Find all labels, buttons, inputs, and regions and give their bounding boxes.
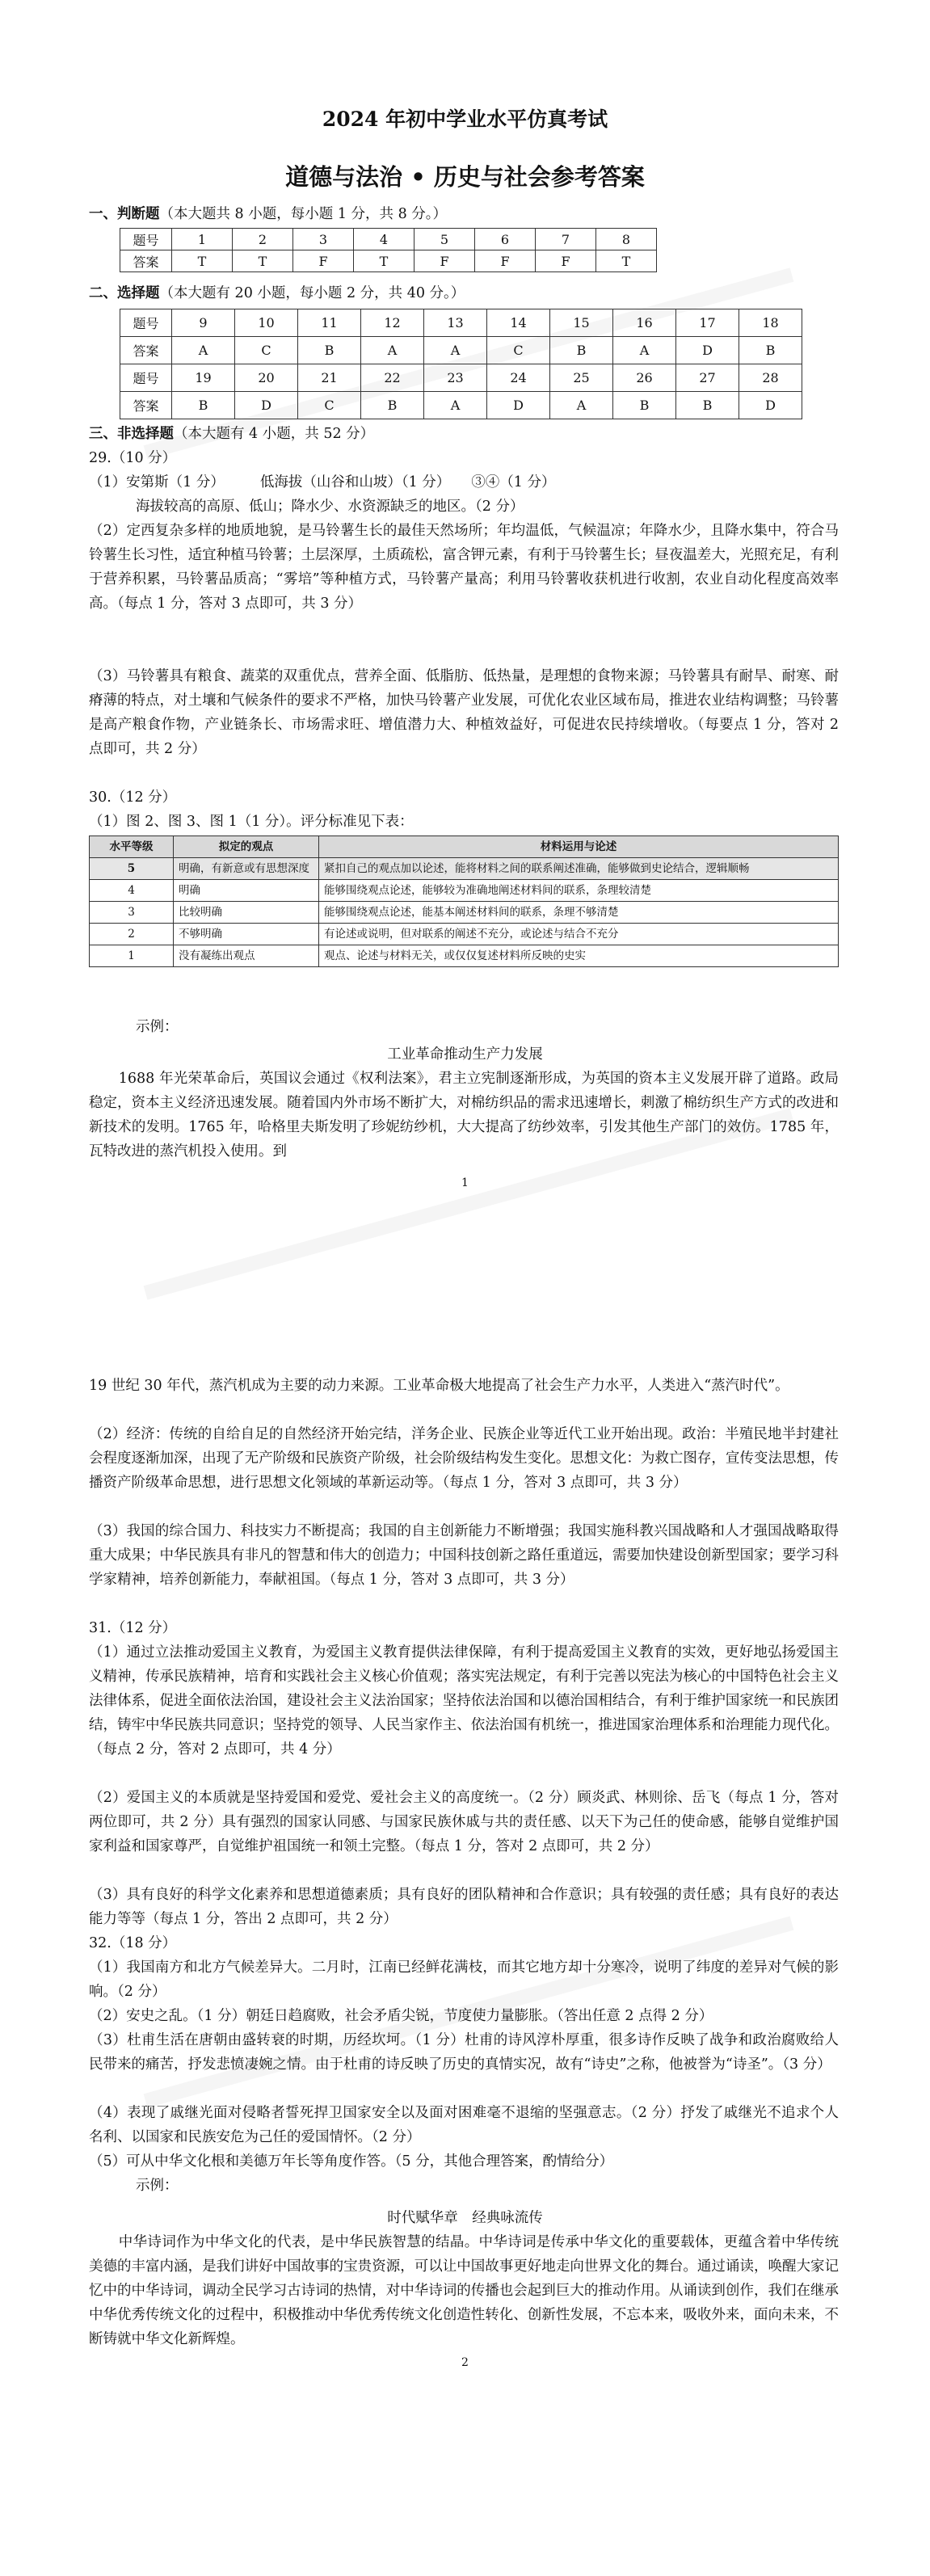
q29-header: 29.（10 分）: [89, 450, 177, 466]
table-cell: 24: [487, 364, 550, 392]
page-number-2: 2: [461, 2356, 469, 2369]
table-cell: B: [361, 392, 424, 419]
rubric-viewpoint-cell: 明确: [174, 880, 319, 902]
section2-heading: 二、选择题: [89, 285, 160, 301]
essay1-title: 工业革命推动生产力发展: [387, 1046, 543, 1063]
table-cell: A: [613, 337, 676, 364]
rubric-level-cell: 1: [90, 945, 174, 967]
table-cell: D: [676, 337, 739, 364]
q32-part5: （5）可从中华文化根和美德万年长等角度作答。（5 分，其他合理答案，酌情给分）: [89, 2153, 614, 2170]
rubric-material-cell: 能够围绕观点论述，能够较为准确地阐述材料间的联系，条理较清楚: [319, 880, 839, 902]
table-cell: 8: [596, 229, 657, 250]
section1-note: （本大题共 8 小题，每小题 1 分，共 8 分。）: [159, 206, 448, 222]
section3-heading: 三、非选择题: [89, 426, 174, 442]
table-cell: B: [550, 337, 613, 364]
table-cell: 22: [361, 364, 424, 392]
q31-part1: （1）通过立法推动爱国主义教育，为爱国主义教育提供法律保障，有利于提高爱国主义教育的实效，更好地弘扬爱国主义精神，传承民族精神，培育和实践社会主义核心价值观；落实宪法规定，有利于完善以宪法为核心的中国特色社会主义法律体系，促进全面依法治国，建设社会主义法治国家；坚持依法治国和以德治国相结合，有利于维护国家统一和民族团结，铸牢中华民族共同意识；坚持党的领导、人民当家作主、依法治国有机统一，推进国家治理体系和治理能力现代化。（每点 2 分，答对 2 点即可，共 4 分）: [89, 1644, 839, 1757]
table-row: [120, 309, 802, 337]
rubric-viewpoint-cell: 不够明确: [174, 924, 319, 945]
table-cell: A: [172, 337, 235, 364]
section1-heading-line: [89, 202, 447, 226]
table-cell: 17: [676, 309, 739, 337]
table-cell: 5: [415, 229, 475, 250]
section3-heading-line: [89, 422, 374, 446]
essay2-paragraph: 中华诗词作为中华文化的代表，是中华民族智慧的结晶。中华诗词是传承中华文化的重要载体，更蕴含着中华传统美德的丰富内涵，是我们讲好中国故事的宝贵资源，可以让中国故事更好地走向世界文化的舞台。通过诵读，唤醒大家记忆中的中华诗词，调动全民学习古诗词的热情，对中华诗词的传播也会起到巨大的推动作用。从诵读到创作，我们在继承中华优秀传统文化的过程中，积极推动中华优秀传统文化创造性转化、创新性发展，不忘本来，吸收外来，面向未来，不断铸就中华文化新辉煌。: [89, 2234, 839, 2347]
table-cell: C: [235, 337, 298, 364]
table-cell: 题号: [120, 229, 172, 250]
q31-header: 31.（12 分）: [89, 1620, 177, 1636]
table-cell: 6: [475, 229, 536, 250]
answer-key-title: 道德与法治 • 历史与社会参考答案: [285, 163, 645, 191]
rubric-level-cell: 4: [90, 880, 174, 902]
table-cell: 题号: [120, 309, 172, 337]
q29-part1-a: （1）安第斯（1 分）: [89, 474, 225, 490]
table-cell: T: [233, 250, 293, 272]
table-cell: 7: [536, 229, 596, 250]
table-cell: 11: [298, 309, 361, 337]
table-row: [120, 392, 802, 419]
rubric-row: [90, 924, 839, 945]
q32-part1: （1）我国南方和北方气候差异大。二月时，江南已经鲜花满枝，而其它地方却十分寒冷，说明了纬度的差异对气候的影响。（2 分）: [89, 1959, 839, 2000]
table-cell: D: [739, 392, 802, 419]
section2-heading-line: [89, 281, 465, 305]
table-cell: 14: [487, 309, 550, 337]
q31-part3: （3）具有良好的科学文化素养和思想道德素质；具有良好的团队精神和合作意识；具有较强的责任感；具有良好的表达能力等等（每点 1 分，答出 2 点即可，共 2 分）: [89, 1887, 839, 1927]
table-cell: D: [235, 392, 298, 419]
table-cell: C: [487, 337, 550, 364]
rubric-viewpoint-cell: 没有凝练出观点: [174, 945, 319, 967]
q32-part4: （4）表现了戚继光面对侵略者誓死捍卫国家安全以及面对困难毫不退缩的坚强意志。（2 分）抒发了戚继光不追求个人名利、以国家和民族安危为己任的爱国情怀。（2 分）: [89, 2105, 839, 2145]
table-cell: F: [475, 250, 536, 272]
table-cell: A: [550, 392, 613, 419]
rubric-col-material: 材料运用与论述: [319, 836, 839, 858]
q29-part1-b: 低海拔（山谷和山坡）（1 分）: [259, 474, 451, 490]
essay2-title: 时代赋华章 经典咏流传: [387, 2210, 543, 2226]
table-cell: C: [298, 392, 361, 419]
q31-part2: （2）爱国主义的本质就是坚持爱国和爱党、爱社会主义的高度统一。（2 分）顾炎武、林则徐、岳飞（每点 1 分，答对两位即可，共 2 分）具有强烈的国家认同感、与国家民族休戚与共的责任感、以天下为己任的使命感，能够自觉维护国家利益和国家尊严，自觉维护祖国统一和领土完整。（每点 1 分，答对 2 点即可，共 2 分）: [89, 1790, 839, 1854]
essay1-paragraph: 1688 年光荣革命后，英国议会通过《权利法案》，君主立宪制逐渐形成，为英国的资本主义发展开辟了道路。政局稳定，资本主义经济迅速发展。随着国内外市场不断扩大，对棉纺织品的需求迅速增长，刺激了棉纺织生产方式的改进和新技术的发明。1765 年，哈格里夫斯发明了珍妮纺纱机，大大提高了纺纱效率，引发其他生产部门的效仿。1785 年，瓦特改进的蒸汽机投入使用。到: [89, 1071, 839, 1160]
q32-part2: （2）安史之乱。（1 分）朝廷日趋腐败，社会矛盾尖锐，节度使力量膨胀。（答出任意 2 点得 2 分）: [89, 2008, 713, 2024]
table-header-row: [90, 836, 839, 858]
table-cell: D: [487, 392, 550, 419]
section3-note: （本大题有 4 小题，共 52 分）: [174, 426, 375, 442]
table-cell: 9: [172, 309, 235, 337]
table-cell: T: [172, 250, 233, 272]
table-cell: B: [298, 337, 361, 364]
rubric-level-cell: 3: [90, 902, 174, 924]
table-cell: 13: [424, 309, 487, 337]
q29-part1-line2: 海拔较高的高原、低山；降水少、水资源缺乏的地区。（2 分）: [136, 499, 524, 515]
rubric-col-level: 水平等级: [90, 836, 174, 858]
table-cell: F: [536, 250, 596, 272]
table-cell: 18: [739, 309, 802, 337]
table-cell: A: [361, 337, 424, 364]
section2-note: （本大题有 20 小题，每小题 2 分，共 40 分。）: [159, 285, 465, 301]
rubric-material-cell: 观点、论述与材料无关，或仅仅复述材料所反映的史实: [319, 945, 839, 967]
page-2: [0, 1288, 930, 2576]
table-cell: 15: [550, 309, 613, 337]
rubric-viewpoint-cell: 明确，有新意或有思想深度: [174, 858, 319, 880]
rubric-row: [90, 880, 839, 902]
rubric-row: [90, 858, 839, 880]
rubric-row: [90, 945, 839, 967]
table-cell: 25: [550, 364, 613, 392]
table-row: [120, 229, 657, 250]
scoring-rubric-table: [89, 836, 839, 967]
table-cell: F: [293, 250, 354, 272]
table-row: [120, 364, 802, 392]
table-cell: T: [354, 250, 415, 272]
page-number-1: 1: [461, 1176, 469, 1189]
q32-part3: （3）杜甫生活在唐朝由盛转衰的时期，历经坎坷。（1 分）杜甫的诗风淳朴厚重，很多诗作反映了战争和政治腐败给人民带来的痛苦，抒发悲愤凄婉之情。由于杜甫的诗反映了历史的真情实况，故有“诗史”之称，他被誉为“诗圣”。（3 分）: [89, 2032, 839, 2073]
essay1-continued: 19 世纪 30 年代，蒸汽机成为主要的动力来源。工业革命极大地提高了社会生产力水平，人类进入“蒸汽时代”。: [89, 1378, 789, 1394]
table-cell: 2: [233, 229, 293, 250]
table-cell: B: [613, 392, 676, 419]
q30-part1-intro: （1）图 2、图 3、图 1（1 分）。评分标准见下表：: [89, 814, 414, 830]
choice-answer-table: [120, 309, 802, 419]
table-cell: 19: [172, 364, 235, 392]
table-cell: B: [676, 392, 739, 419]
rubric-col-viewpoint: 拟定的观点: [174, 836, 319, 858]
table-cell: 答案: [120, 250, 172, 272]
q29-part1-c: ③④（1 分）: [471, 474, 556, 490]
rubric-level-cell: 2: [90, 924, 174, 945]
table-cell: A: [424, 392, 487, 419]
rubric-material-cell: 有论述或说明，但对联系的阐述不充分，或论述与结合不充分: [319, 924, 839, 945]
q30-part2: （2）经济：传统的自给自足的自然经济开始完结，洋务企业、民族企业等近代工业开始出现。政治：半殖民地半封建社会程度逐渐加深，出现了无产阶级和民族资产阶级，社会阶级结构发生变化。思想文化：为救亡图存，宣传变法思想，传播资产阶级革命思想，进行思想文化领域的革新运动等。（每点 1 分，答对 3 点即可，共 3 分）: [89, 1426, 839, 1491]
q32-header: 32.（18 分）: [89, 1935, 177, 1951]
table-cell: B: [739, 337, 802, 364]
q30-example-label: 示例：: [136, 1019, 179, 1035]
table-cell: F: [415, 250, 475, 272]
table-cell: 1: [172, 229, 233, 250]
table-cell: 4: [354, 229, 415, 250]
exam-title: 2024 年初中学业水平仿真考试: [322, 107, 608, 131]
q32-example-label: 示例：: [136, 2178, 179, 2194]
q29-part1: [89, 470, 839, 495]
q29-part3: （3）马铃薯具有粮食、蔬菜的双重优点，营养全面、低脂肪、低热量，是理想的食物来源；马铃薯具有耐旱、耐寒、耐瘠薄的特点，对土壤和气候条件的要求不严格，加快马铃薯产业发展，可优化农业区域布局，推进农业结构调整；马铃薯是高产粮食作物，产业链条长、市场需求旺、增值潜力大、种植效益好，可促进农民持续增收。（每要点 1 分，答对 2 点即可，共 2 分）: [89, 668, 839, 757]
table-cell: A: [424, 337, 487, 364]
rubric-material-cell: 能够围绕观点论述，能基本阐述材料间的联系，条理不够清楚: [319, 902, 839, 924]
table-cell: 20: [235, 364, 298, 392]
table-cell: 26: [613, 364, 676, 392]
table-cell: 21: [298, 364, 361, 392]
section1-heading: 一、判断题: [89, 206, 160, 222]
table-cell: 题号: [120, 364, 172, 392]
table-cell: 3: [293, 229, 354, 250]
rubric-row: [90, 902, 839, 924]
rubric-viewpoint-cell: 比较明确: [174, 902, 319, 924]
table-cell: 答案: [120, 392, 172, 419]
table-cell: 28: [739, 364, 802, 392]
rubric-level-cell: 5: [90, 858, 174, 880]
table-row: [120, 250, 657, 272]
table-cell: 10: [235, 309, 298, 337]
table-row: [120, 337, 802, 364]
q30-header: 30.（12 分）: [89, 789, 177, 806]
table-cell: 23: [424, 364, 487, 392]
judgment-answer-table: [120, 228, 657, 272]
rubric-material-cell: 紧扣自己的观点加以论述，能将材料之间的联系阐述准确，能够做到史论结合，逻辑顺畅: [319, 858, 839, 880]
q30-part3: （3）我国的综合国力、科技实力不断提高；我国的自主创新能力不断增强；我国实施科教兴国战略和人才强国战略取得重大成果；中华民族具有非凡的智慧和伟大的创造力；中国科技创新之路任重道远，需要加快建设创新型国家；要学习科学家精神，培养创新能力，奉献祖国。（每点 1 分，答对 3 点即可，共 3 分）: [89, 1523, 839, 1588]
table-cell: 16: [613, 309, 676, 337]
q29-part2: （2）定西复杂多样的地质地貌，是马铃薯生长的最佳天然场所；年均温低，气候温凉；年降水少，且降水集中，符合马铃薯生长习性，适宜种植马铃薯；土层深厚，土质疏松，富含钾元素，有利于马铃薯生长；昼夜温差大，光照充足，有利于营养积累，马铃薯品质高；“雾培”等种植方式，马铃薯产量高；利用马铃薯收获机进行收割，农业自动化程度高效率高。（每点 1 分，答对 3 点即可，共 3 分）: [89, 523, 839, 612]
table-cell: T: [596, 250, 657, 272]
table-cell: 12: [361, 309, 424, 337]
table-cell: B: [172, 392, 235, 419]
table-cell: 答案: [120, 337, 172, 364]
table-cell: 27: [676, 364, 739, 392]
